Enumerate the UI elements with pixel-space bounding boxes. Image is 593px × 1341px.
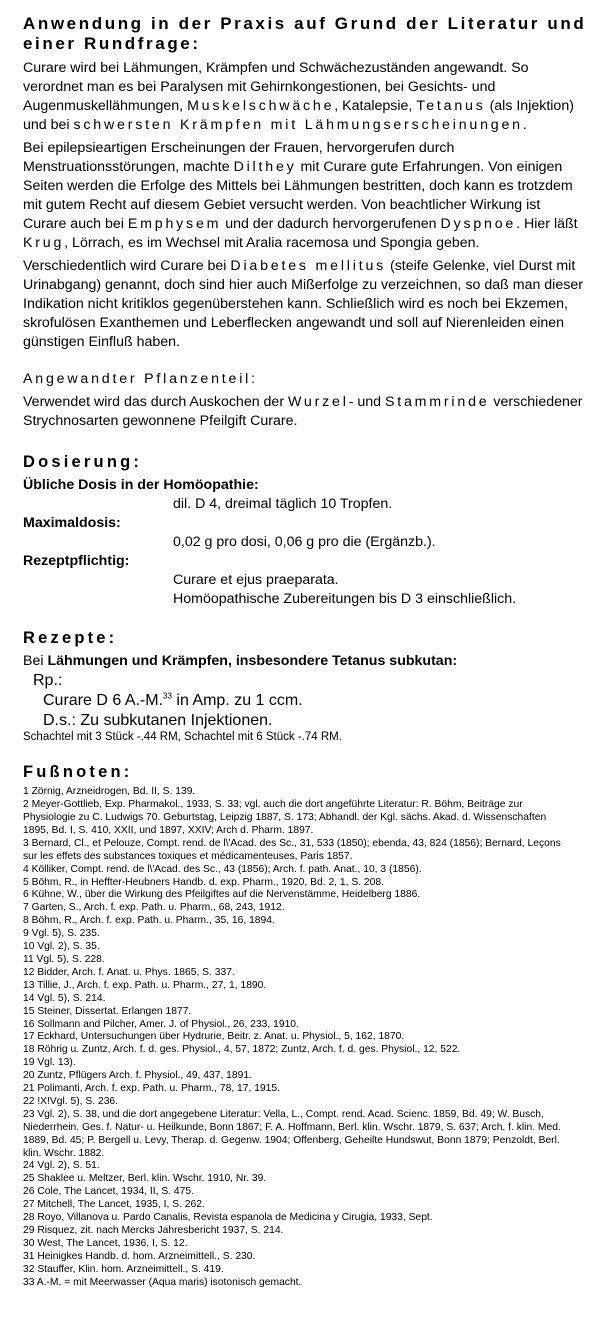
paragraph-2 xyxy=(23,139,583,253)
footnote-item: 9 Vgl. 5), S. 235. xyxy=(23,928,100,940)
text: , Lörrach, es im Wechsel mit Aralia racemosa und Spongia geben. xyxy=(64,235,480,251)
footnote-item: 11 Vgl. 5), S. 228. xyxy=(23,953,105,965)
footnote-item: 25 Shaklee u. Meltzer, Berl. klin. Wschr. 1910, Nr. 39. xyxy=(23,1173,267,1185)
text: mit Curare gute Erfahrungen. Von einigen Seiten werden die Erfolge des Mittels bei Lähmungen bestritten, doch kann es trotzdem mit gutem Recht auf diesem Gebiet versucht werden. Von beachtlicher Wirkung ist Curare auch bei xyxy=(23,159,573,232)
text: . Hier läßt xyxy=(516,216,578,232)
dosage-value-prescription-a: Curare et ejus praeparata. xyxy=(173,572,339,588)
footnote-item: 16 Sollmann and Pilcher, Amer. J. of Physiol., 26, 233, 1910. xyxy=(23,1018,299,1030)
text: (steife Gelenke, viel Durst mit Urinabgang) genannt, doch sind hier auch Mißerfolge zu verzeichnen, so daß man dieser Indikation nicht kritiklos gegenüberstehen kann. Schließlich wird es noch bei Ekzemen, skrofulösen Exanthemen und Leberflecken angewandt und soll auf Nierenleiden einen günstigen Einfluß haben. xyxy=(23,258,583,350)
text: , Katalepsie, xyxy=(334,98,417,114)
footnote-item: 30 West, The Lancet, 1936, I, S. 12. xyxy=(23,1237,188,1249)
footnote-item: 27 Mitchell, The Lancet, 1935, I, S. 262. xyxy=(23,1199,205,1211)
spaced-name: Krug xyxy=(23,235,65,251)
paragraph-3 xyxy=(23,257,583,352)
recipe-ds: D.s.: Zu subkutanen Injektionen. xyxy=(43,712,273,729)
footnote-item: 22 !X!Vgl. 5), S. 236. xyxy=(23,1095,119,1107)
footnote-item: 29 Risquez, zit. nach Mercks Jahresbericht 1937, S. 214. xyxy=(23,1225,284,1237)
footnote-item: 5 Böhm, R., in Heffter-Heubners Handb. d. exp. Pharm., 1920, Bd. 2, 1, S. 208. xyxy=(23,876,384,888)
dosage-label-max: Maximaldosis: xyxy=(23,515,121,531)
text: verschiedener Strychnosarten gewonnene Pfeilgift Curare. xyxy=(23,394,583,429)
recipe-price: Schachtel mit 3 Stück -.44 RM, Schachtel mit 6 Stück -.74 RM. xyxy=(23,731,342,743)
footnote-item: 15 Steiner, Dissertat. Erlangen 1877. xyxy=(23,1005,192,1017)
text: . xyxy=(522,117,527,133)
footnote-item: 31 Heinigkes Handb. d. hom. Arzneimittell., S. 230. xyxy=(23,1250,256,1262)
dosage-heading: Dosierung: xyxy=(23,453,143,471)
dosage-label-usual: Übliche Dosis in der Homöopathie: xyxy=(23,477,259,493)
page-title: Anwendung in der Praxis auf Grund der Literatur und einer Rundfrage: xyxy=(23,14,587,53)
recipes-section xyxy=(23,652,593,744)
plant-part-heading: Angewandter Pflanzenteil: xyxy=(23,371,258,387)
spaced-term: Dyspnoe xyxy=(440,216,517,232)
footnotes-heading: Fußnoten: xyxy=(23,763,133,782)
footnote-item: 24 Vgl. 2), S. 51. xyxy=(23,1160,100,1172)
recipes-heading: Rezepte: xyxy=(23,629,118,647)
recipe-intro xyxy=(23,652,593,671)
text: (als Injektion) und bei xyxy=(23,98,574,133)
footnote-item: 18 Röhrig u. Zuntz, Arch. f. d. ges. Physiol., 4, 57, 1872; Zuntz, Arch. f. d. ges. Physiol., 12, 522. xyxy=(23,1044,461,1056)
text: Bei epilepsieartigen Erscheinungen der Frauen, hervorgerufen durch Menstruationsstörungen, machte xyxy=(23,140,455,175)
dosage-value-usual: dil. D 4, dreimal täglich 10 Tropfen. xyxy=(173,496,393,512)
text: Verschiedentlich wird Curare bei xyxy=(23,258,231,274)
footnote-item: 3 Bernard, Cl., et Pelouze, Compt. rend. de l\'Acad. des Sc., 31, 533 (1850); ebenda, 43, 824 (1856); Bernard, Leçons sur les effets des substances toxiques et médicamenteuses, Paris 1857. xyxy=(23,837,561,862)
footnote-item: 20 Zuntz, Pflügers Arch. f. Physiol., 49, 437, 1891. xyxy=(23,1070,252,1082)
spaced-term: Tetanus xyxy=(416,98,486,114)
footnote-item: 8 Böhm, R., Arch. f. exp. Path. u. Pharm., 35, 16, 1894. xyxy=(23,915,275,927)
recipe-indication: Lähmungen und Krämpfen, insbesondere Tetanus subkutan: xyxy=(47,653,458,669)
footnote-item: 23 Vgl. 2), S. 38, und die dort angegebene Literatur: Vella, L., Compt. rend. Acad. Scienc. 1859, Bd. 49; W. Busch, Niederrhein. Ges. f. Natur- u. Heilkunde, Bonn 1867; F. A. Hoffmann, Berl. klin. Wschr. 1879, S. 637; Arch. f. klin. Med. 1889, Bd. 45; P. Bergell u. Levy, Therap. d. Gegenw. 1904; Offenberg, Geheilte Hundswut, Bonn 1879; Penzoldt, Berl. klin. Wschr. 1882. xyxy=(23,1108,561,1159)
dosage-label-prescription: Rezeptpflichtig: xyxy=(23,553,130,569)
spaced-term: Wurzel xyxy=(288,394,349,410)
footnote-item: 12 Bidder, Arch. f. Anat. u. Phys. 1865, S. 337. xyxy=(23,966,235,978)
footnote-item: 17 Eckhard, Untersuchungen über Hydrurie, Beitr. z. Anat. u. Physiol., 5, 162, 1870. xyxy=(23,1031,405,1043)
dosage-value-max: 0,02 g pro dosi, 0,06 g pro die (Ergänzb.). xyxy=(173,534,436,550)
footnote-item: 1 Zörnig, Arzneidrogen, Bd. II, S. 139. xyxy=(23,786,196,798)
plant-part-text xyxy=(23,393,583,431)
text: und der dadurch hervorgerufenen xyxy=(221,216,441,232)
paragraph-1 xyxy=(23,59,583,135)
dosage-section xyxy=(23,476,593,609)
recipe-line-1 xyxy=(43,691,593,711)
recipe-rp: Rp.: xyxy=(33,672,63,689)
footnote-item: 2 Meyer-Gottlieb, Exp. Pharmakol., 1933, S. 33; vgl. auch die dort angeführte Literatur: R. Böhm, Beiträge zur Physiologie zu C. Ludwigs 70. Geburtstag, Leipzig 1887, S. 173; Abhandl. der Kgl. sächs. Akad. d. Wissenschaften 1895, Bd. I, S. 410, XXII, und 1897, XXIV; Arch d. Pharm. 1897. xyxy=(23,799,547,836)
footnote-item: 10 Vgl. 2), S. 35. xyxy=(23,941,100,953)
spaced-term: schwersten Krämpfen mit Lähmungserscheinungen xyxy=(73,117,523,133)
text: Bei xyxy=(23,653,48,669)
footnote-item: 33 A.-M. = mit Meerwasser (Aqua maris) isotonisch gemacht. xyxy=(23,1276,302,1288)
spaced-name: Dilthey xyxy=(233,159,297,175)
footnote-item: 32 Stauffer, Klin. hom. Arzneimittell., S. 419. xyxy=(23,1263,224,1275)
dosage-value-prescription-b: Homöopathische Zubereitungen bis D 3 einschließlich. xyxy=(173,591,517,607)
text: Curare D 6 A.-M. xyxy=(43,692,164,709)
spaced-term: Emphysem xyxy=(127,216,222,232)
body-text xyxy=(23,59,593,352)
spaced-term: Stammrinde xyxy=(384,394,490,410)
text: in Amp. zu 1 ccm. xyxy=(171,692,303,709)
footnote-item: 6 Kühne, W., über die Wirkung des Pfeilgiftes auf die Nervenstämme, Heidelberg 1886. xyxy=(23,889,421,901)
footnote-item: 21 Polimanti, Arch. f. exp. Path. u. Pharm., 78, 17, 1915. xyxy=(23,1083,280,1095)
footnote-item: 4 Kölliker, Compt. rend. de l\'Acad. des Sc., 43 (1856); Arch. f. path. Anat., 10, 3 (1856). xyxy=(23,863,422,875)
footnotes-list xyxy=(23,786,593,1289)
footnote-item: 19 Vgl. 13). xyxy=(23,1057,76,1069)
footnote-ref: 33 xyxy=(163,691,172,701)
footnote-item: 26 Cole, The Lancet, 1934, II, S. 475. xyxy=(23,1186,194,1198)
text: Curare wird bei Lähmungen, Krämpfen und Schwächezuständen angewandt. So verordnet man es bei Paralysen mit Gehirnkongestionen, bei Gesichts- und Augenmuskellähmungen, xyxy=(23,60,529,114)
text: - und xyxy=(348,394,385,410)
footnote-item: 14 Vgl. 5), S. 214. xyxy=(23,992,106,1004)
footnote-item: 13 Tillie, J., Arch. f. exp. Path. u. Pharm., 27, 1, 1890. xyxy=(23,979,267,991)
spaced-term: Diabetes mellitus xyxy=(230,258,387,274)
footnote-item: 28 Royo, Villanova u. Pardo Canalis, Revista espanola de Medicina y Cirugia, 1933, Sept. xyxy=(23,1212,433,1224)
spaced-term: Muskelschwäche xyxy=(187,98,335,114)
text: Verwendet wird das durch Auskochen der xyxy=(23,394,288,410)
footnote-item: 7 Garten, S., Arch. f. exp. Path. u. Pharm., 68, 243, 1912. xyxy=(23,902,285,914)
